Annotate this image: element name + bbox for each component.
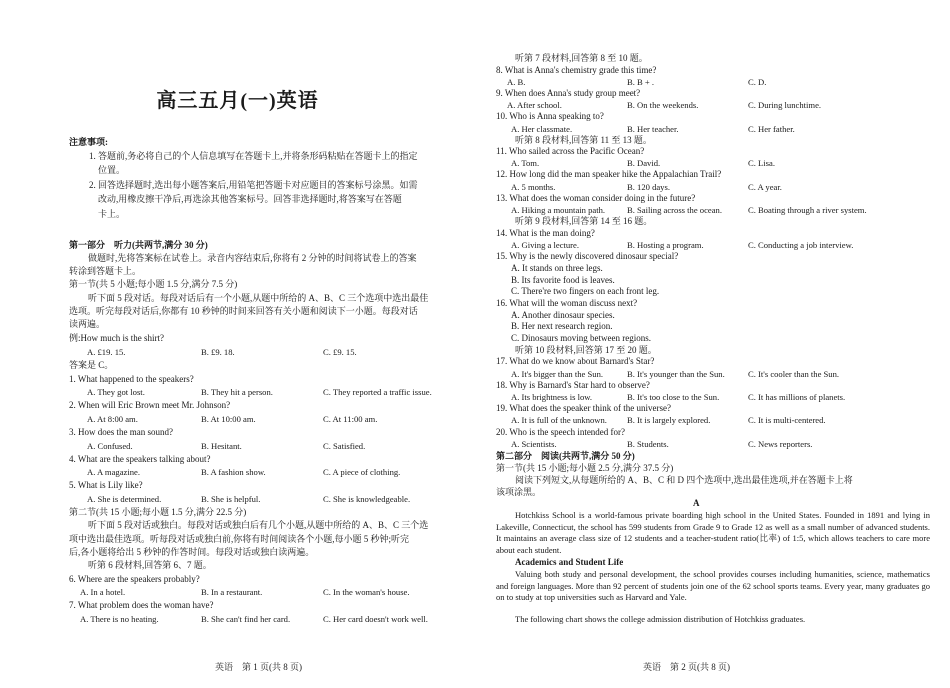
option-a: A. £19. 15.: [87, 347, 126, 357]
option-c: C. It is multi-centered.: [748, 415, 826, 425]
option-a: A. It's bigger than the Sun.: [511, 369, 604, 379]
option-a: A. At 8:00 am.: [87, 414, 138, 424]
option-b: B. It's too close to the Sun.: [627, 392, 720, 402]
page-footer: 英语 第 1 页(共 8 页): [215, 662, 302, 672]
question: 14. What is the man doing?: [496, 228, 595, 238]
page-title: 高三五月(一)英语: [156, 90, 319, 112]
question: 19. What does the speaker think of the universe?: [496, 403, 672, 413]
question: 16. What will the woman discuss next?: [496, 298, 638, 308]
notice-line: 改动,用橡皮擦干净后,再选涂其他答案标号。回答非选择题时,将答案写在答题: [98, 194, 402, 204]
instruction-line: 后,各小题将给出 5 秒钟的作答时间。每段对话或独白读两遍。: [69, 547, 315, 557]
instruction-line: 选项。听完每段对话后,你都有 10 秒钟的时间来回答有关小题和阅读下一小题。每段对话: [69, 306, 418, 316]
notice-line: 卡上。: [98, 209, 126, 219]
example-question: 例:How much is the shirt?: [69, 333, 164, 343]
page-2: [475, 0, 950, 688]
option-b: B. David.: [627, 158, 661, 168]
option-c: C. News reporters.: [748, 439, 813, 449]
option-b: B. She can't find her card.: [201, 614, 291, 624]
passage-label: A: [693, 498, 700, 508]
instruction-line: 做题时,先将答案标在试卷上。录音内容结束后,你将有 2 分钟的时间将试卷上的答案: [88, 253, 417, 263]
question: 9. When does Anna's study group meet?: [496, 88, 641, 98]
instruction-line: 听下面 5 段对话或独白。每段对话或独白后有几个小题,从题中所给的 A、B、C 三个选: [88, 520, 429, 530]
option-c: C. £9. 15.: [323, 347, 357, 357]
notice-line: 位置。: [98, 165, 126, 175]
question: 6. Where are the speakers probably?: [69, 574, 200, 584]
option-c: C. A year.: [748, 182, 782, 192]
option-a: A. Another dinosaur species.: [511, 310, 615, 320]
material-heading: 听第 10 段材料,回答第 17 至 20 题。: [515, 345, 657, 355]
option-c: C. It's cooler than the Sun.: [748, 369, 840, 379]
question: 2. When will Eric Brown meet Mr. Johnson?: [69, 400, 231, 410]
part-heading: 第一部分 听力(共两节,满分 30 分): [69, 240, 208, 250]
option-b: B. In a restaurant.: [201, 587, 263, 597]
passage-paragraph: Valuing both study and personal development, the school provides courses including humanities, science, mathematics and foreign languages. More than 92 percent of students join one of the 62 school sports teams. Every year, many graduates go on to study at top universities such as Harvard and Yale.: [496, 569, 930, 603]
instruction-line: 听下面 5 段对话。每段对话后有一个小题,从题中所给的 A、B、C 三个选项中选出最佳: [88, 293, 429, 303]
option-b: B. Hosting a program.: [627, 240, 704, 250]
option-c: C. D.: [748, 77, 767, 87]
option-c: C. Conducting a job interview.: [748, 240, 854, 250]
option-b: B. B + .: [627, 77, 655, 87]
option-c: C. It has millions of planets.: [748, 392, 846, 402]
question: 15. Why is the newly discovered dinosaur special?: [496, 251, 679, 261]
option-c: C. There're two fingers on each front leg.: [511, 286, 660, 296]
question: 13. What does the woman consider doing in the future?: [496, 193, 696, 203]
question: 5. What is Lily like?: [69, 480, 143, 490]
option-c: C. Satisfied.: [323, 441, 366, 451]
material-heading: 听第 9 段材料,回答第 14 至 16 题。: [515, 216, 653, 226]
option-c: C. A piece of clothing.: [323, 467, 401, 477]
option-b: B. They hit a person.: [201, 387, 273, 397]
question: 17. What do we know about Barnard's Star?: [496, 356, 655, 366]
option-a: A. Hiking a mountain path.: [511, 205, 606, 215]
option-c: C. She is knowledgeable.: [323, 494, 411, 504]
option-a: A. Giving a lecture.: [511, 240, 580, 250]
option-a: A. She is determined.: [87, 494, 162, 504]
notice-line: 2. 回答选择题时,选出每小题答案后,用铅笔把答题卡对应题目的答案标号涂黑。如需: [89, 180, 418, 190]
option-c: C. Boating through a river system.: [748, 205, 867, 215]
question: 11. Who sailed across the Pacific Ocean?: [496, 146, 645, 156]
example-answer: 答案是 C。: [69, 360, 114, 370]
notice-line: 1. 答题前,务必将自己的个人信息填写在答题卡上,并将条形码粘贴在答题卡上的指定: [89, 151, 418, 161]
section-heading: 第二节(共 15 小题;每小题 1.5 分,满分 22.5 分): [69, 507, 247, 517]
option-b: B. 120 days.: [627, 182, 670, 192]
option-c: C. They reported a traffic issue.: [323, 387, 432, 397]
option-b: B. Hesitant.: [201, 441, 242, 451]
instruction-line: 项中选出最佳选项。听每段对话或独白前,你将有时间阅读各个小题,每小题 5 秒钟;听完: [69, 534, 410, 544]
instruction-line: 阅读下列短文,从每题所给的 A、B、C 和 D 四个选项中,选出最佳选项,并在答题卡上将: [515, 475, 853, 485]
option-c: C. In the woman's house.: [323, 587, 410, 597]
option-a: A. Her classmate.: [511, 124, 573, 134]
question: 3. How does the man sound?: [69, 427, 173, 437]
option-b: B. Sailing across the ocean.: [627, 205, 722, 215]
option-b: B. Its favorite food is leaves.: [511, 275, 615, 285]
option-b: B. Her teacher.: [627, 124, 679, 134]
option-c: C. At 11:00 am.: [323, 414, 378, 424]
instruction-line: 读两遍。: [69, 319, 106, 329]
option-b: B. Students.: [627, 439, 669, 449]
option-c: C. Her card doesn't work well.: [323, 614, 428, 624]
option-a: A. It stands on three legs.: [511, 263, 603, 273]
passage-paragraph: Hotchkiss School is a world-famous private boarding high school in the United States. Founded in 1891 and lying in Lakeville, Connecticut, the school has 599 students from Grade 9 to Grade 12 as well as a small number of advanced students. It maintains an average class size of 12 students and a teacher-student ratio(比率) of 1:5, which allows teachers to care more about each student.: [496, 510, 930, 555]
question: 4. What are the speakers talking about?: [69, 454, 211, 464]
material-heading: 听第 8 段材料,回答第 11 至 13 题。: [515, 135, 652, 145]
option-a: A. B.: [507, 77, 526, 87]
instruction-line: 该项涂黑。: [496, 487, 542, 497]
material-heading: 听第 7 段材料,回答第 8 至 10 题。: [515, 53, 648, 63]
option-a: A. A magazine.: [87, 467, 140, 477]
option-c: C. Dinosaurs moving between regions.: [511, 333, 651, 343]
passage-heading: Academics and Student Life: [515, 557, 624, 567]
question: 10. Who is Anna speaking to?: [496, 111, 604, 121]
instruction-line: 转涂到答题卡上。: [69, 266, 142, 276]
question: 12. How long did the man speaker hike the Appalachian Trail?: [496, 169, 722, 179]
question: 1. What happened to the speakers?: [69, 374, 194, 384]
option-a: A. Confused.: [87, 441, 133, 451]
option-a: A. Scientists.: [511, 439, 557, 449]
material-heading: 听第 6 段材料,回答第 6、7 题。: [88, 560, 212, 570]
question: 18. Why is Barnard's Star hard to observe?: [496, 380, 650, 390]
option-b: B. On the weekends.: [627, 100, 699, 110]
part-heading: 第二部分 阅读(共两节,满分 50 分): [496, 451, 635, 461]
option-a: A. 5 months.: [511, 182, 556, 192]
notice-heading: 注意事项:: [69, 137, 108, 147]
option-b: B. A fashion show.: [201, 467, 266, 477]
option-c: C. During lunchtime.: [748, 100, 822, 110]
section-heading: 第一节(共 5 小题;每小题 1.5 分,满分 7.5 分): [69, 279, 238, 289]
option-b: B. Her next research region.: [511, 321, 613, 331]
question: 8. What is Anna's chemistry grade this time?: [496, 65, 657, 75]
option-a: A. They got lost.: [87, 387, 145, 397]
question: 20. Who is the speech intended for?: [496, 427, 626, 437]
option-a: A. There is no heating.: [80, 614, 159, 624]
question: 7. What problem does the woman have?: [69, 600, 214, 610]
option-a: A. Tom.: [511, 158, 540, 168]
option-a: A. Its brightness is low.: [511, 392, 593, 402]
option-a: A. It is full of the unknown.: [511, 415, 607, 425]
option-a: A. In a hotel.: [80, 587, 126, 597]
section-heading: 第一节(共 15 小题;每小题 2.5 分,满分 37.5 分): [496, 463, 674, 473]
passage-paragraph: The following chart shows the college admission distribution of Hotchkiss graduates.: [515, 614, 806, 624]
option-b: B. £9. 18.: [201, 347, 235, 357]
option-c: C. Her father.: [748, 124, 795, 134]
option-b: B. It is largely explored.: [627, 415, 711, 425]
option-c: C. Lisa.: [748, 158, 775, 168]
option-a: A. After school.: [507, 100, 562, 110]
option-b: B. It's younger than the Sun.: [627, 369, 725, 379]
option-b: B. She is helpful.: [201, 494, 261, 504]
page-footer: 英语 第 2 页(共 8 页): [643, 662, 730, 672]
option-b: B. At 10:00 am.: [201, 414, 256, 424]
